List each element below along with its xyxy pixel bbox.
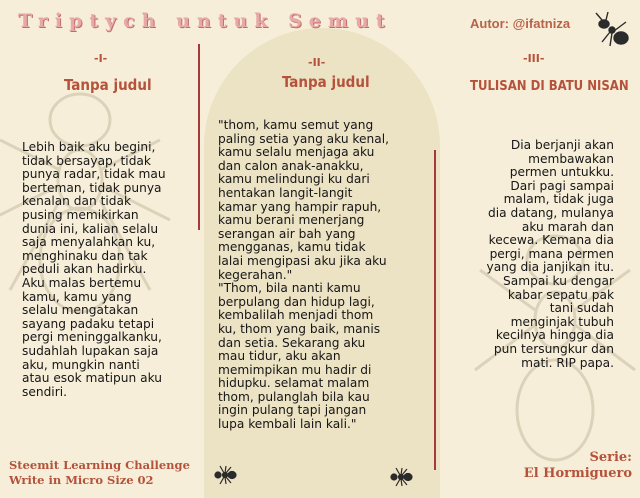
- ant-icon: [592, 10, 632, 50]
- column-3-poem: Dia berjanji akan membawakan permen untukku. Dari pagi sampai malam, tidak juga dia datang, mulanya aku marah dan kecewa. Kemana dia pergi, mana permen yang dia janjikan itu. Sampai ku dengar kabar sepatu pak tani sudah menginjak tubuh kecilnya hingga dia pun tersungkur dan mati. RIP papa.: [486, 138, 614, 370]
- challenge-line-1: Steemit Learning Challenge: [9, 458, 190, 472]
- column-3-number: -III-: [523, 52, 545, 65]
- column-divider: [198, 44, 200, 230]
- column-1-poem: Lebih baik aku begini, tidak bersayap, tidak punya radar, tidak mau berteman, tidak punya kenalan dan tidak pusing memikirkan dunia ini, kalian selalu saja menyalahkan ku, menghinaku dan tak peduli akan hadirku. Aku malas bertemu kamu, kamu yang selalu mengatakan sayang padaku tetapi pergi meninggalkanku, sudahlah lupakan saja aku, mungkin nanti atau esok matipun aku sendiri.: [22, 140, 166, 399]
- column-2-poem: "thom, kamu semut yang paling setia yang aku kenal, kamu selalu menjaga aku dan calon anak-anakku, kamu melindungi ku dari hentakan langit-langit kamar yang hampir rapuh, kamu berani menerjang serangan air bah yang mengganas, kamu tidak lalai mengipasi aku jika aku kegerahan." "Thom, bila nanti kamu berpulang dan hidup lagi, kembalilah menjadi thom ku, thom yang baik, manis dan setia. Sekarang aku mau tidur, aku akan memimpikan mu hadir di hidupku. selamat malam thom, pulanglah bila kau ingin pulang tapi jangan lupa kembali lain kali.": [218, 118, 390, 432]
- series-line-1: Serie:: [589, 450, 632, 465]
- column-3-title: TULISAN DI BATU NISAN: [470, 79, 629, 94]
- column-divider: [434, 150, 436, 470]
- column-2-title: Tanpa judul: [282, 73, 370, 91]
- small-ant-icon: [388, 466, 414, 488]
- small-ant-icon: [212, 464, 238, 486]
- page-title: Triptych untuk Semut: [18, 10, 392, 32]
- challenge-line-2: Write in Micro Size 02: [9, 473, 154, 487]
- author-label: Autor: @ifatniza: [470, 16, 571, 31]
- column-2-number: -II-: [308, 56, 326, 69]
- series-line-2: El Hormiguero: [523, 466, 632, 481]
- challenge-label: [9, 458, 190, 488]
- column-1-title: Tanpa judul: [64, 76, 152, 94]
- series-label: [520, 450, 632, 482]
- column-1-number: -I-: [94, 52, 108, 65]
